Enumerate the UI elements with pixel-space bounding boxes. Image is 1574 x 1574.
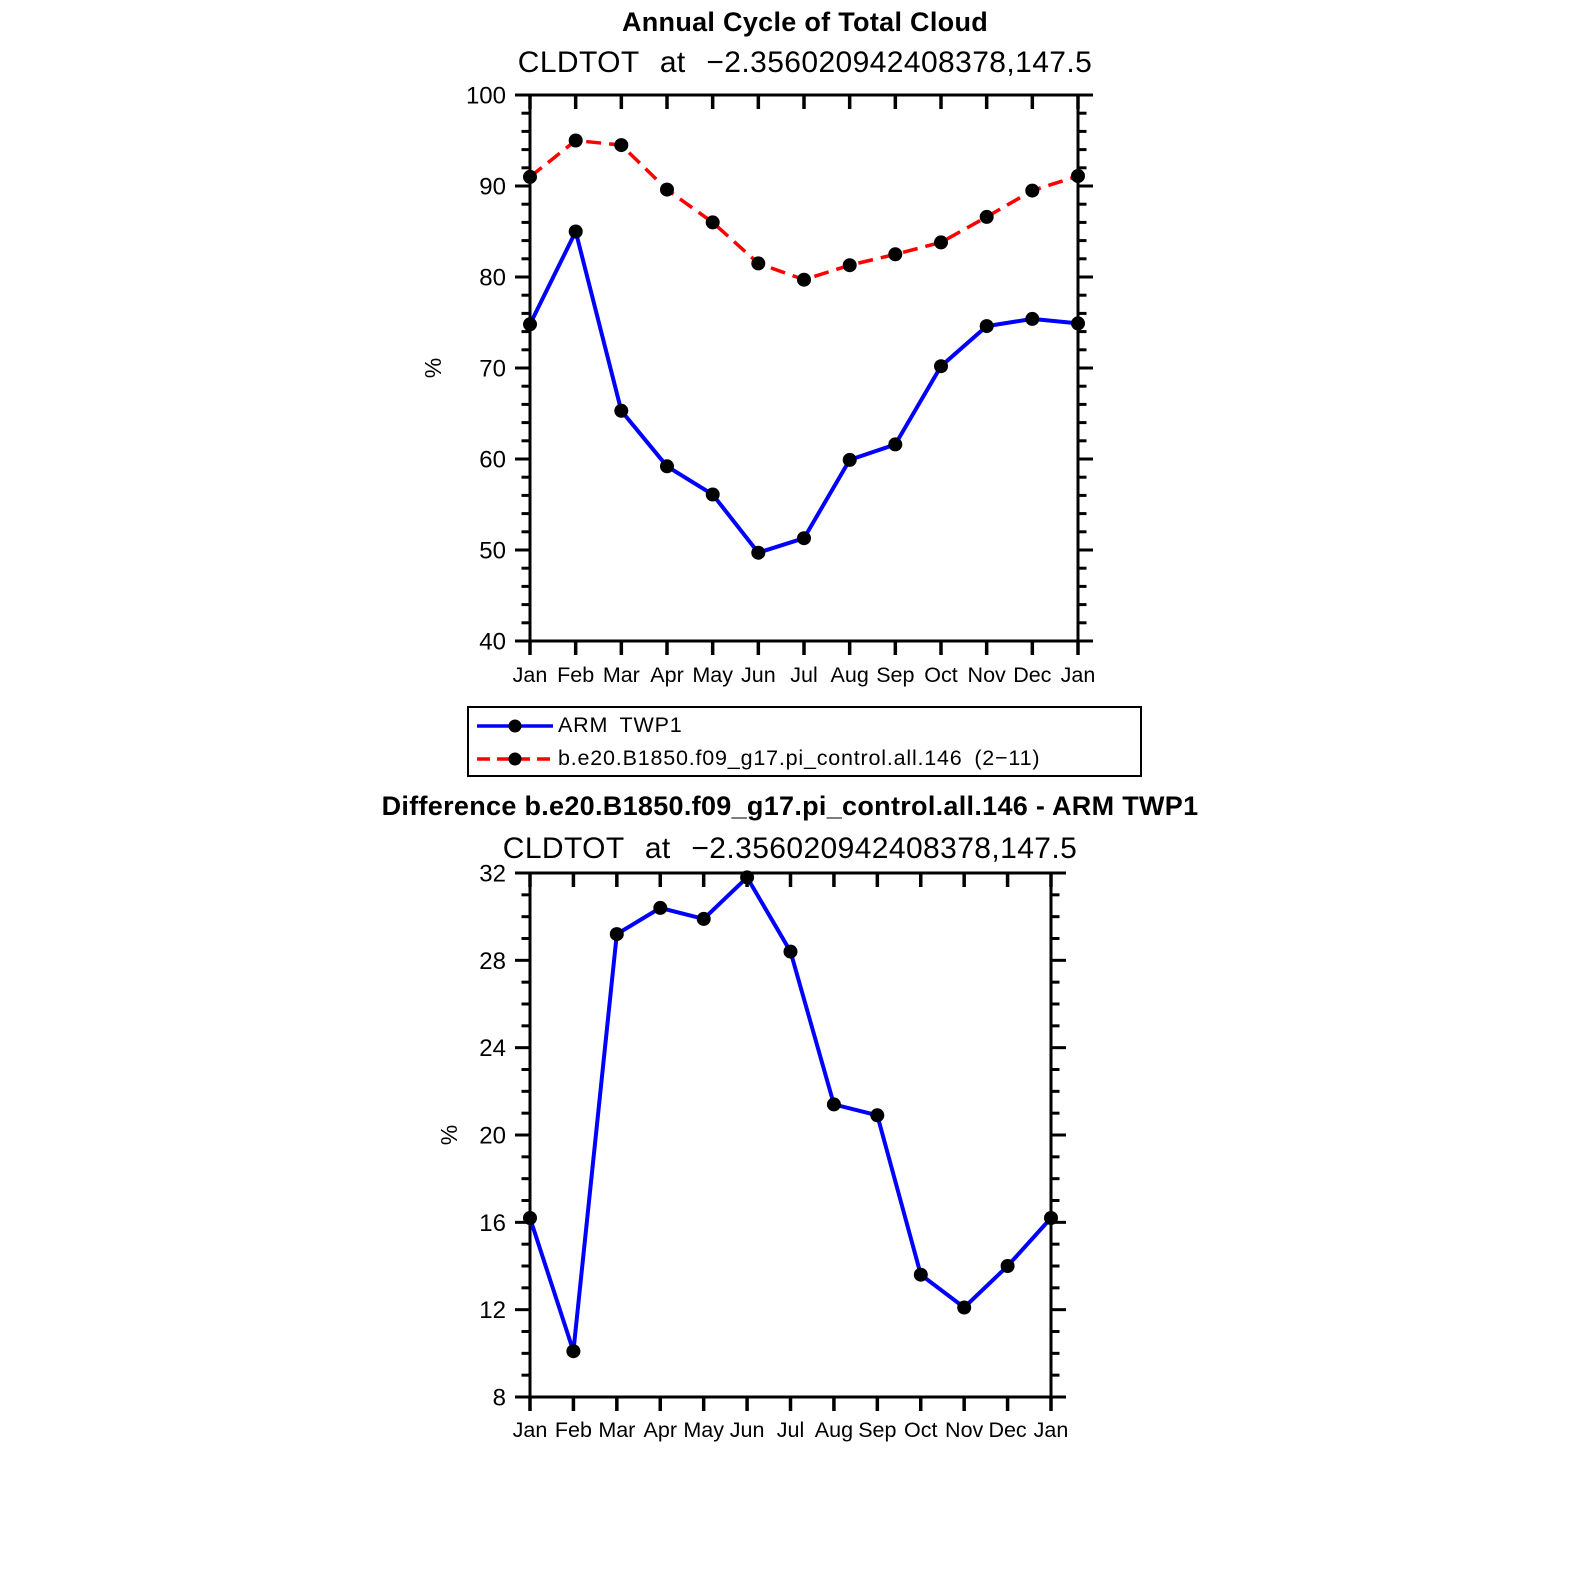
difference-chart-title: Difference b.e20.B1850.f09_g17.pi_control.all.146 - ARM TWP1: [381, 791, 1199, 821]
x-tick-label: Feb: [557, 663, 595, 687]
data-point-marker: [523, 1211, 537, 1225]
data-point-marker: [697, 912, 711, 926]
difference-chart: [436, 861, 1068, 1443]
data-point-marker: [610, 927, 624, 941]
x-tick-label: Jun: [729, 1418, 765, 1442]
y-axis-label: %: [420, 357, 446, 379]
x-tick-label: Jan: [1033, 1418, 1069, 1442]
data-point-marker: [660, 459, 674, 473]
x-tick-label: Jan: [512, 1418, 548, 1442]
y-axis-label: %: [436, 1124, 462, 1146]
legend-label-model: b.e20.B1850.f09_g17.pi_control.all.146 (2−11): [558, 746, 1041, 770]
data-point-marker: [914, 1268, 928, 1282]
data-point-marker: [934, 359, 948, 373]
x-tick-label: Dec: [1013, 663, 1052, 687]
data-point-marker: [934, 235, 948, 249]
y-tick-label: 24: [479, 1035, 506, 1063]
y-ticks: [515, 95, 1093, 641]
x-tick-label: Jan: [1060, 663, 1096, 687]
x-tick-label: Jul: [776, 1418, 805, 1442]
y-tick-label: 20: [479, 1122, 506, 1150]
model-line-sample-icon: [474, 747, 556, 771]
data-point-marker: [888, 247, 902, 261]
data-point-marker: [980, 319, 994, 333]
annual-cycle-chart-series-1: [523, 134, 1085, 287]
x-tick-label: Feb: [554, 1418, 592, 1442]
x-tick-label: Sep: [876, 663, 915, 687]
data-point-marker: [523, 170, 537, 184]
y-tick-label: 50: [479, 537, 506, 565]
y-tick-label: 100: [465, 82, 506, 110]
data-point-marker: [566, 1344, 580, 1358]
data-point-marker: [888, 437, 902, 451]
data-point-marker: [751, 546, 765, 560]
data-point-marker: [957, 1301, 971, 1315]
x-tick-labels: [513, 663, 1096, 687]
difference-chart-subtitle: CLDTOT at −2.356020942408378,147.5: [502, 832, 1078, 865]
x-tick-label: Jan: [512, 663, 548, 687]
data-point-marker: [797, 531, 811, 545]
data-point-marker: [1001, 1259, 1015, 1273]
data-point-marker: [843, 258, 857, 272]
x-tick-label: Mar: [598, 1418, 636, 1442]
data-point-marker: [784, 945, 798, 959]
y-tick-label: 32: [479, 860, 506, 888]
data-point-marker: [797, 273, 811, 287]
y-tick-label: 80: [479, 264, 506, 292]
annual-cycle-chart: [420, 83, 1095, 688]
x-tick-label: Mar: [602, 663, 640, 687]
data-point-marker: [1025, 312, 1039, 326]
data-point-marker: [1071, 316, 1085, 330]
data-point-marker: [870, 1108, 884, 1122]
top-chart-title: Annual Cycle of Total Cloud: [621, 7, 989, 37]
x-tick-label: Aug: [830, 663, 869, 687]
y-tick-labels: [466, 83, 506, 656]
data-point-marker: [660, 183, 674, 197]
data-point-marker: [740, 870, 754, 884]
x-tick-label: Nov: [967, 663, 1006, 687]
x-tick-label: Oct: [924, 663, 958, 687]
top-chart-subtitle: CLDTOT at −2.356020942408378,147.5: [517, 46, 1093, 79]
y-tick-label: 12: [479, 1297, 506, 1325]
x-tick-label: Nov: [945, 1418, 984, 1442]
data-point-marker: [614, 138, 628, 152]
y-tick-label: 16: [479, 1209, 506, 1237]
x-tick-label: Sep: [858, 1418, 897, 1442]
x-tick-label: Oct: [904, 1418, 938, 1442]
x-tick-label: Dec: [988, 1418, 1027, 1442]
x-tick-label: Apr: [643, 1418, 677, 1442]
x-tick-labels: [513, 1418, 1069, 1442]
data-point-marker: [843, 453, 857, 467]
arm-line-sample-icon: [474, 714, 556, 738]
data-point-marker: [653, 901, 667, 915]
data-point-marker: [751, 256, 765, 270]
y-tick-label: 40: [479, 628, 506, 656]
x-tick-label: May: [683, 1418, 724, 1442]
data-point-marker: [1071, 169, 1085, 183]
legend-row-model: [474, 743, 1140, 775]
data-point-marker: [706, 215, 720, 229]
data-point-marker: [523, 317, 537, 331]
y-tick-label: 60: [479, 446, 506, 474]
x-tick-label: Jul: [790, 663, 818, 687]
x-tick-label: Aug: [814, 1418, 854, 1442]
y-tick-label: 90: [479, 173, 506, 201]
y-tick-label: 8: [492, 1384, 506, 1412]
data-point-marker: [569, 134, 583, 148]
x-tick-label: Apr: [650, 663, 684, 687]
data-point-marker: [1025, 184, 1039, 198]
data-point-marker: [980, 210, 994, 224]
legend-label-arm: ARM TWP1: [558, 713, 683, 737]
data-point-marker: [1044, 1211, 1058, 1225]
data-point-marker: [569, 225, 583, 239]
data-point-marker: [706, 488, 720, 502]
x-tick-label: Jun: [740, 663, 776, 687]
y-tick-label: 70: [479, 355, 506, 383]
data-point-marker: [827, 1097, 841, 1111]
y-tick-label: 28: [479, 947, 506, 975]
series-line: [530, 141, 1078, 280]
legend-row-arm: [474, 710, 1140, 742]
y-tick-labels: [479, 861, 506, 1412]
data-point-marker: [614, 404, 628, 418]
legend: [467, 706, 1142, 777]
difference-chart-series-0: [523, 870, 1058, 1358]
x-tick-label: May: [692, 663, 733, 687]
